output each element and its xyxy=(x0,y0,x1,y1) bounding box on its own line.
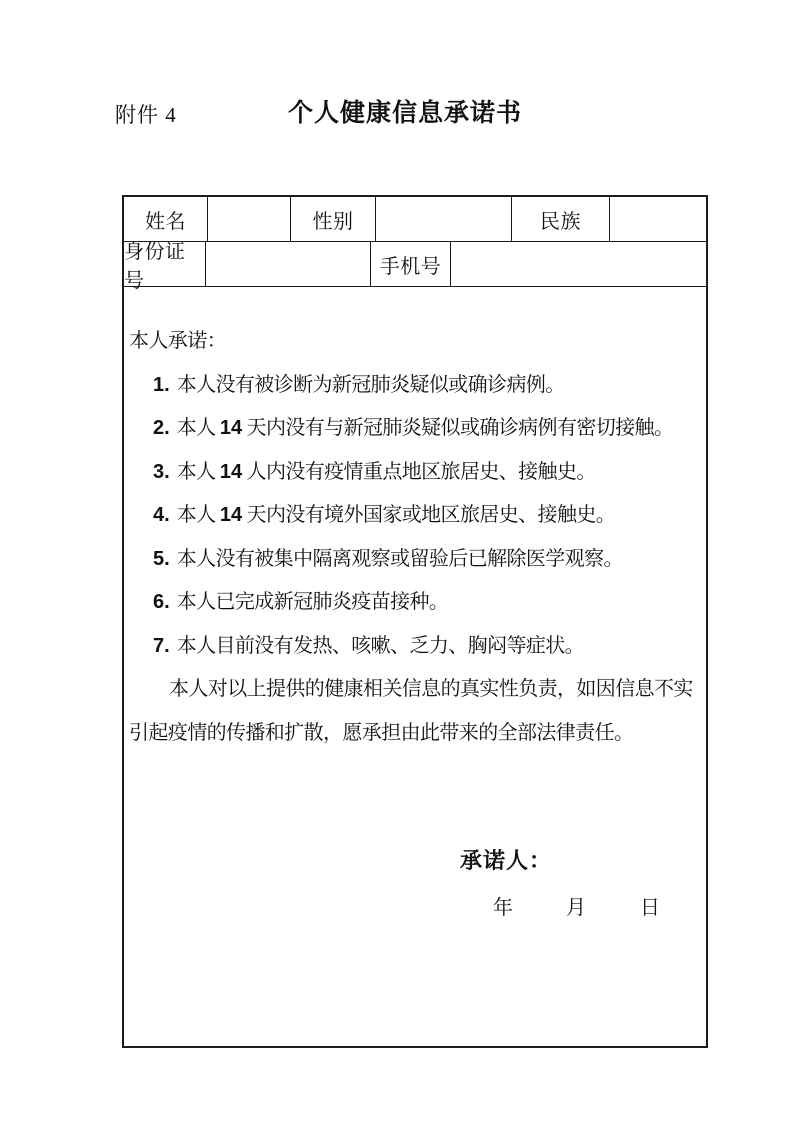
item-number-inline: 14 xyxy=(219,504,243,526)
gender-value-cell[interactable] xyxy=(376,197,512,241)
commitment-body xyxy=(124,287,706,1046)
name-value-cell[interactable] xyxy=(208,197,291,241)
commitment-item xyxy=(129,494,702,538)
item-number-inline: 14 xyxy=(219,460,243,483)
commitment-item xyxy=(129,625,702,669)
item-number: 3. xyxy=(153,460,170,483)
item-number-inline: 14 xyxy=(219,417,243,439)
commitment-intro: 本人承诺： xyxy=(129,330,226,352)
commitment-items xyxy=(129,364,702,669)
item-text: 天内没有与新冠肺炎疑似或确诊病例有密切接触。 xyxy=(242,417,674,439)
phone-value-cell[interactable] xyxy=(451,242,706,286)
item-number: 2. xyxy=(153,417,170,439)
ethnicity-value-cell[interactable] xyxy=(610,197,706,241)
promisor-label: 承诺人： xyxy=(460,848,553,873)
item-text: 人内没有疫情重点地区旅居史、接触史。 xyxy=(242,460,596,483)
commitment-item xyxy=(129,451,702,495)
item-text: 天内没有境外国家或地区旅居史、接触史。 xyxy=(242,504,616,526)
form-row-2 xyxy=(124,241,706,292)
item-number: 4. xyxy=(153,504,170,526)
id-number-label: 身份证号 xyxy=(124,242,206,286)
item-text: 本人目前没有发热、咳嗽、乏力、胸闷等症状。 xyxy=(176,634,585,657)
item-text: 本人没有被诊断为新冠肺炎疑似或确诊病例。 xyxy=(176,373,565,396)
attachment-label: 附件 4 xyxy=(115,103,177,127)
commitment-item xyxy=(129,581,702,625)
id-number-value-cell[interactable] xyxy=(206,242,371,286)
phone-label: 手机号 xyxy=(371,242,451,286)
date-month-label: 月 xyxy=(566,897,586,919)
name-label: 姓名 xyxy=(124,197,208,241)
item-number: 6. xyxy=(153,591,170,613)
form-row-1 xyxy=(124,197,706,242)
item-number: 5. xyxy=(153,547,170,570)
commitment-item xyxy=(129,538,702,582)
ethnicity-label: 民族 xyxy=(512,197,610,241)
item-text: 本人没有被集中隔离观察或留验后已解除医学观察。 xyxy=(176,547,623,570)
health-form-table xyxy=(122,195,708,1048)
gender-label: 性别 xyxy=(291,197,376,241)
page-title: 个人健康信息承诺书 xyxy=(287,99,522,127)
commitment-item xyxy=(129,407,702,451)
commitment-closing: 本人对以上提供的健康相关信息的真实性负责，如因信息不实引起疫情的传播和扩散，愿承担由此带来的全部法律责任。 xyxy=(129,678,693,744)
item-number: 1. xyxy=(153,373,170,396)
item-number: 7. xyxy=(153,634,170,657)
item-text: 本人 xyxy=(176,460,220,483)
item-text: 本人 xyxy=(176,504,220,526)
item-text: 本人 xyxy=(176,417,220,439)
commitment-item xyxy=(129,364,702,408)
item-text: 本人已完成新冠肺炎疫苗接种。 xyxy=(176,591,449,613)
date-day-label: 日 xyxy=(640,897,660,919)
date-year-label: 年 xyxy=(493,897,513,919)
